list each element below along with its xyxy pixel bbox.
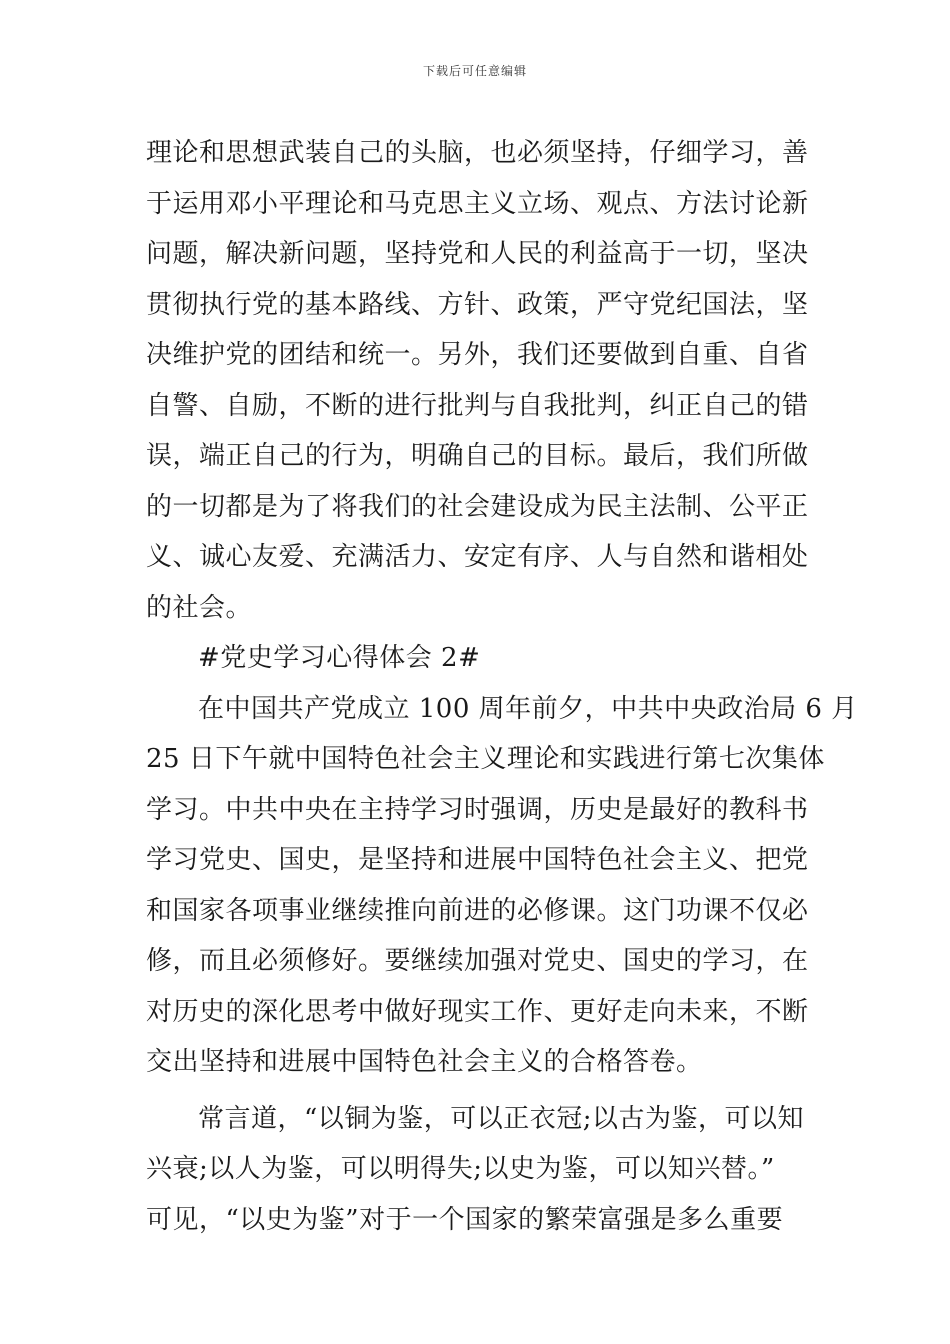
paragraph-line: 兴衰;以人为鉴，可以明得失;以史为鉴，可以知兴替。” bbox=[146, 1154, 775, 1184]
paragraph-line: 自警、自励，不断的进行批判与自我批判，纠正自己的错 bbox=[146, 390, 809, 421]
paragraph-line: 决维护党的团结和统一。另外，我们还要做到自重、自省 bbox=[146, 340, 809, 370]
paragraph-line: 误，端正自己的行为，明确自己的目标。最后，我们所做 bbox=[146, 441, 809, 471]
paragraph-line: 学习。中共中央在主持学习时强调，历史是最好的教科书 bbox=[146, 794, 809, 825]
paragraph-first-line: 常言道，“以铜为鉴，可以正衣冠;以古为鉴，可以知 bbox=[198, 1103, 805, 1134]
paragraph-line: 交出坚持和进展中国特色社会主义的合格答卷。 bbox=[146, 1047, 703, 1077]
paragraph-line: 修，而且必须修好。要继续加强对党史、国史的学习，在 bbox=[146, 946, 809, 976]
paragraph-line: 的一切都是为了将我们的社会建设成为民主法制、公平正 bbox=[146, 491, 809, 522]
paragraph-line: 贯彻执行党的基本路线、方针、政策，严守党纪国法，坚 bbox=[146, 289, 809, 320]
paragraph-line: 的社会。 bbox=[146, 592, 253, 623]
paragraph-line: 理论和思想武装自己的头脑，也必须坚持，仔细学习，善 bbox=[146, 138, 809, 168]
paragraph-line: 学习党史、国史，是坚持和进展中国特色社会主义、把党 bbox=[146, 845, 809, 875]
paragraph-line: 对历史的深化思考中做好现实工作、更好走向未来，不断 bbox=[146, 996, 809, 1027]
paragraph-line: 可见，“以史为鉴”对于一个国家的繁荣富强是多么重要 bbox=[146, 1204, 784, 1235]
paragraph-line: 问题，解决新问题，坚持党和人民的利益高于一切，坚决 bbox=[146, 239, 809, 269]
paragraph-line: 25 日下午就中国特色社会主义理论和实践进行第七次集体 bbox=[146, 744, 825, 774]
section-heading: #党史学习心得体会 2# bbox=[198, 643, 481, 673]
page-header-note: 下载后可任意编辑 bbox=[422, 64, 527, 78]
paragraph-line: 和国家各项事业继续推向前进的必修课。这门功课不仅必 bbox=[146, 895, 809, 926]
paragraph-line: 义、诚心友爱、充满活力、安定有序、人与自然和谐相处 bbox=[146, 542, 809, 572]
paragraph-line: 于运用邓小平理论和马克思主义立场、观点、方法讨论新 bbox=[146, 188, 809, 219]
document-body bbox=[146, 128, 858, 1245]
paragraph-first-line: 在中国共产党成立 100 周年前夕，中共中央政治局 6 月 bbox=[198, 693, 858, 724]
